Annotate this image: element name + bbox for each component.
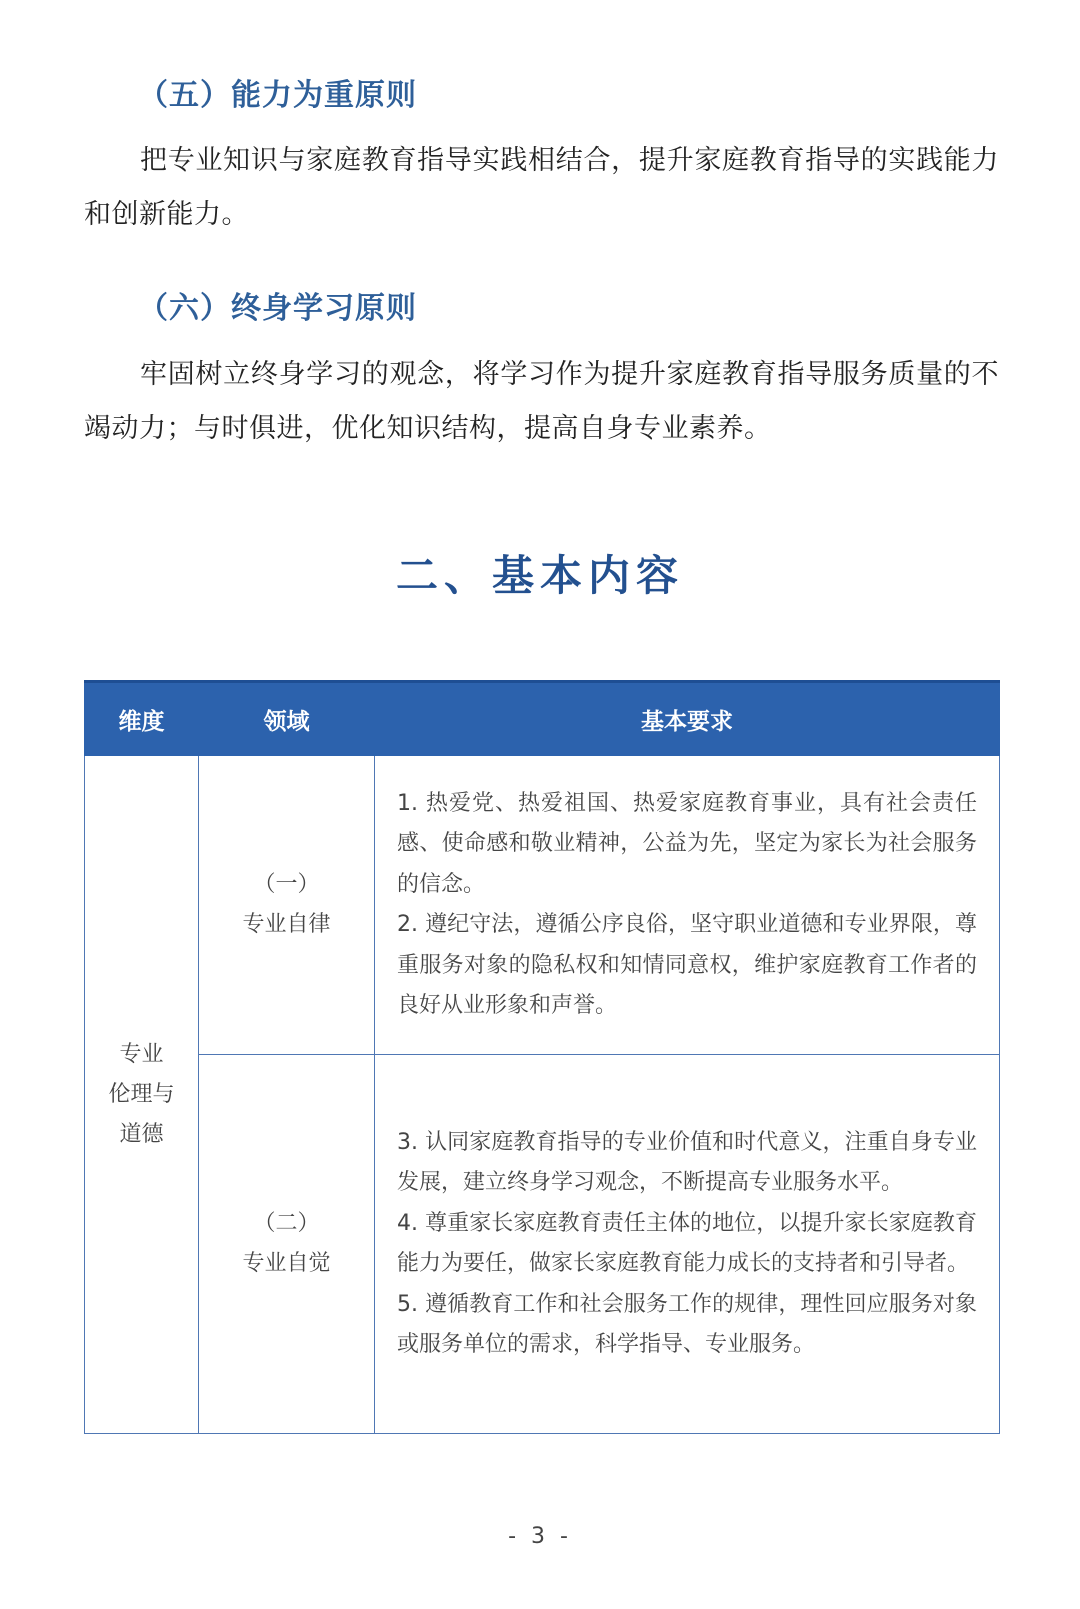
requirements-cell-self-discipline — [375, 756, 1000, 1055]
header-field: 领域 — [199, 682, 375, 756]
section-paragraph-five: 把专业知识与家庭教育指导实践相结合，提升家庭教育指导的实践能力和创新能力。 — [84, 145, 999, 230]
field-name: 专业自律 — [242, 912, 331, 937]
requirement-item: 3. 认同家庭教育指导的专业价值和时代意义，注重自身专业发展，建立终身学习观念，不断提高专业服务水平。 — [397, 1129, 977, 1195]
table-row — [85, 1055, 1000, 1434]
section-heading-six: （六）终身学习原则 — [138, 291, 417, 326]
header-requirements: 基本要求 — [375, 682, 1000, 756]
dimension-line: 伦理与 — [108, 1081, 175, 1107]
field-cell-self-discipline — [199, 756, 375, 1055]
content-table — [84, 680, 1000, 1434]
field-number: （一） — [253, 872, 320, 897]
requirement-item: 4. 尊重家长家庭教育责任主体的地位，以提升家长家庭教育能力为要任，做家长家庭教育能力成长的支持者和引导者。 — [397, 1210, 977, 1276]
chapter-title: 二、基本内容 — [395, 551, 684, 600]
requirement-item: 1. 热爱党、热爱祖国、热爱家庭教育事业，具有社会责任感、使命感和敬业精神，公益为先，坚定为家长为社会服务的信念。 — [397, 790, 977, 897]
field-name: 专业自觉 — [242, 1251, 331, 1276]
requirements-cell-self-awareness — [375, 1055, 1000, 1434]
section-paragraph-six: 牢固树立终身学习的观念，将学习作为提升家庭教育指导服务质量的不竭动力；与时俱进，优化知识结构，提高自身专业素养。 — [84, 359, 999, 444]
requirement-item: 5. 遵循教育工作和社会服务工作的规律，理性回应服务对象或服务单位的需求，科学指导、专业服务。 — [397, 1291, 977, 1357]
section-heading-five: （五）能力为重原则 — [138, 78, 417, 113]
page-number: - 3 - — [508, 1524, 572, 1549]
dimension-line: 道德 — [119, 1121, 164, 1147]
header-dimension: 维度 — [85, 682, 199, 756]
field-cell-self-awareness — [199, 1055, 375, 1434]
field-number: （二） — [253, 1211, 320, 1236]
requirement-item: 2. 遵纪守法，遵循公序良俗，坚守职业道德和专业界限，尊重服务对象的隐私权和知情同意权，维护家庭教育工作者的良好从业形象和声誉。 — [397, 912, 977, 1018]
dimension-line: 专业 — [119, 1041, 164, 1067]
table-row — [85, 756, 1000, 1055]
table-header-row — [85, 682, 1000, 756]
dimension-cell — [85, 756, 199, 1434]
